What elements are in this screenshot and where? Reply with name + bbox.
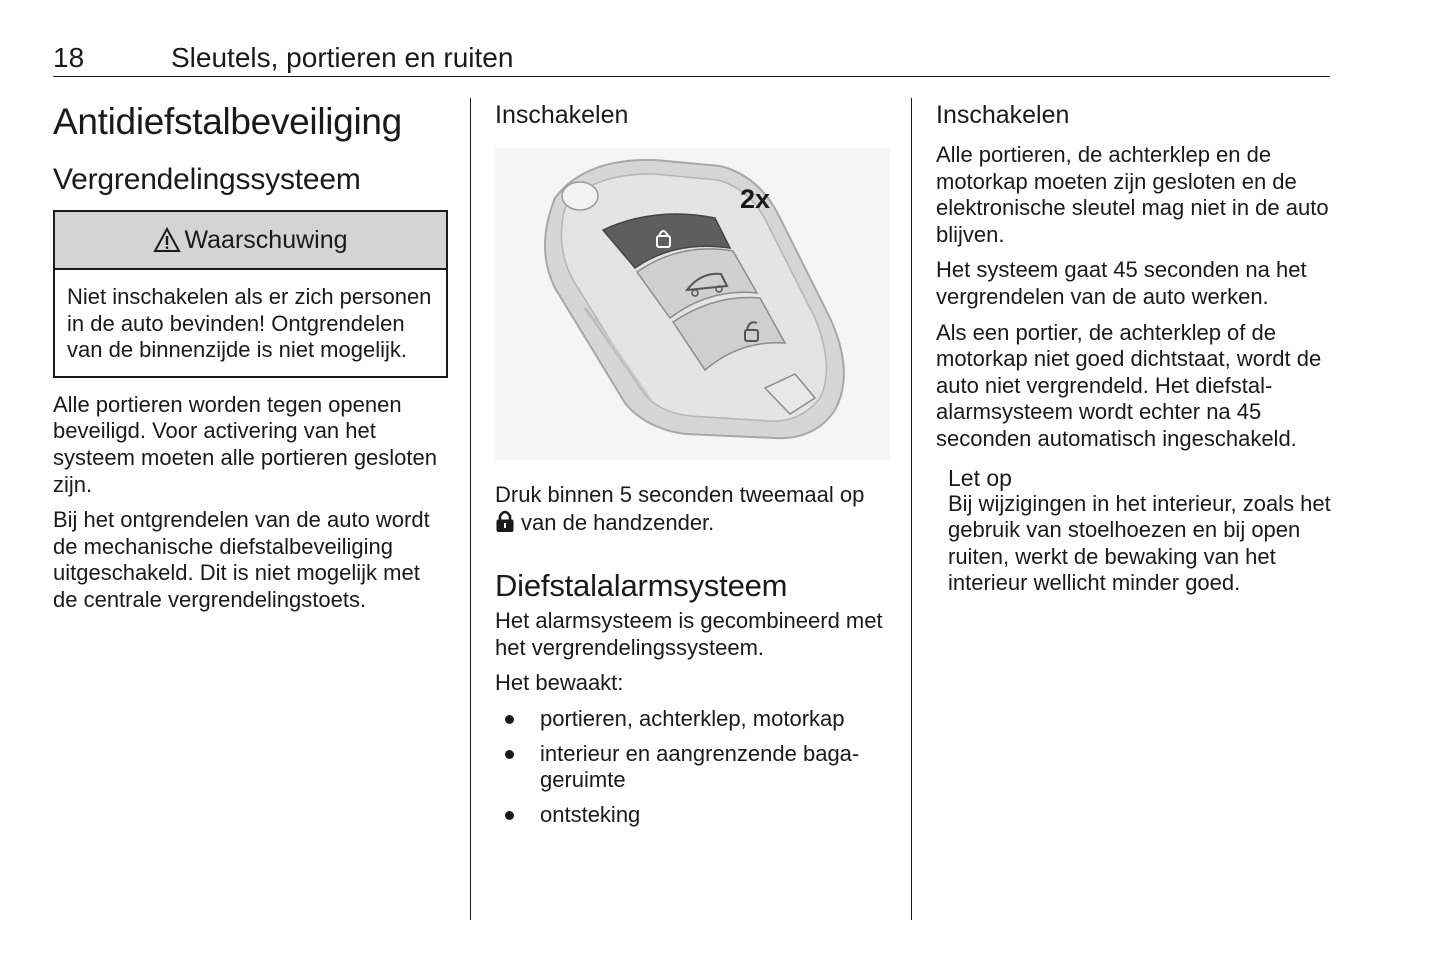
warning-triangle-icon (153, 227, 181, 253)
instruction-part1: Druk binnen 5 seconden tweemaal op (495, 482, 865, 507)
column-divider (911, 98, 912, 920)
subsection-title: Vergrendelingssysteem (53, 163, 361, 196)
list-item (495, 741, 890, 794)
page-title: Antidiefstalbeveiliging (53, 101, 402, 142)
list-item-text: ontsteking (540, 801, 641, 827)
note-box (948, 465, 1331, 597)
page-header (53, 40, 1330, 77)
note-text: Bij wijzigingen in het interieur, zoals het gebruik van stoelhoezen en bij open ruiten, werkt de bewaking van het interieur wellicht minder goed. (948, 490, 1331, 596)
monitored-list (495, 706, 890, 828)
key-fob-image (495, 148, 890, 460)
list-item (495, 706, 890, 733)
list-item (495, 802, 890, 829)
column-right (936, 96, 1331, 597)
bullet-icon (505, 715, 514, 724)
paragraph: Het bewaakt: (495, 670, 624, 696)
lock-icon (495, 509, 515, 533)
paragraph: Het alarmsysteem is gecombineerd met het vergrendelingssysteem. (495, 608, 883, 660)
press-count-label: 2x (740, 184, 771, 214)
subheading: Inschakelen (495, 101, 629, 129)
warning-box (53, 210, 448, 378)
list-item-text: portieren, achterklep, motorkap (540, 705, 845, 731)
alarm-section-title: Diefstalalarmsysteem (495, 568, 788, 604)
column-left (53, 96, 448, 614)
instruction-part2: van de handzender. (521, 509, 715, 535)
bullet-icon (505, 750, 514, 759)
section-title: Sleutels, portieren en ruiten (171, 42, 514, 73)
instruction-text (495, 482, 890, 536)
paragraph: Het systeem gaat 45 seconden na het vergrendelen van de auto werken. (936, 257, 1307, 309)
paragraph: Alle portieren, de achterklep en de motorkap moeten zijn gesloten en de elektronische sleutel mag niet in de auto blijven. (936, 142, 1329, 247)
warning-title: Waarschuwing (184, 225, 348, 254)
warning-text: Niet inschakelen als er zich personen in de auto bevinden! Ontgrendelen van de binnenzijde is niet mogelijk. (67, 284, 432, 363)
column-divider (470, 98, 471, 920)
warning-header (55, 212, 446, 270)
bullet-icon (505, 811, 514, 820)
page-number: 18 (53, 42, 85, 73)
note-title: Let op (948, 464, 1012, 491)
key-fob-figure (495, 148, 890, 460)
paragraph: Bij het ontgrendelen van de auto wordt de mechanische diefstalbeveiliging uitgeschakeld. Dit is niet mogelijk met de centrale vergrendelingstoets. (53, 507, 430, 612)
list-item-text: interieur en aangrenzende bagageruimte (540, 740, 860, 793)
paragraph: Als een portier, de achterklep of de motorkap niet goed dichtstaat, wordt de auto niet vergrendeld. Het diefstalalarmsysteem wordt echter na 45 seconden automatisch ingeschakeld. (936, 319, 1322, 451)
subheading: Inschakelen (936, 101, 1070, 129)
column-middle (495, 96, 890, 836)
paragraph: Alle portieren worden tegen openen beveiligd. Voor activering van het systeem moeten alle portieren gesloten zijn. (53, 391, 437, 497)
